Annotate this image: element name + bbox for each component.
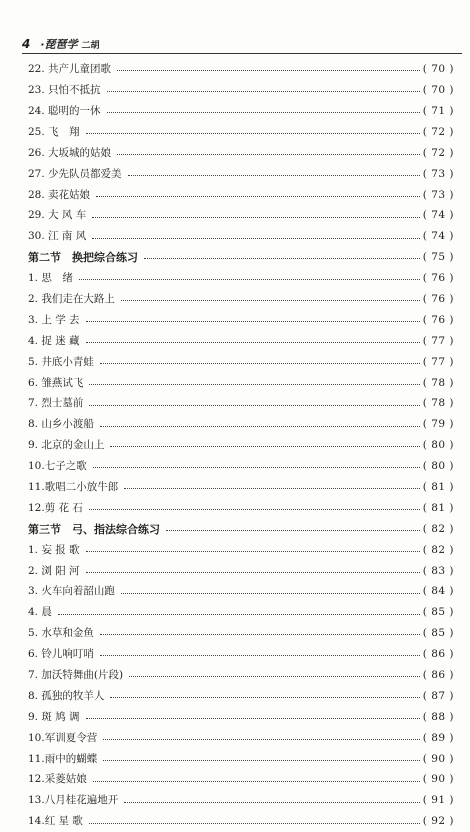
dot-leader <box>107 91 420 92</box>
toc-entry-title: 第三节 弓、指法综合练习 <box>28 522 160 536</box>
dot-leader <box>124 802 420 803</box>
toc-entry[interactable] <box>28 728 454 749</box>
toc-entry[interactable] <box>28 769 454 790</box>
toc-entry-title: 23. 只怕不抵抗 <box>28 84 101 97</box>
dot-leader <box>93 467 420 468</box>
toc-entry-page: ( 70 ) <box>422 63 454 76</box>
toc-entry[interactable] <box>28 184 454 205</box>
toc-entry[interactable] <box>28 477 454 498</box>
toc-entry-page: ( 71 ) <box>422 104 454 117</box>
toc-entry-page: ( 82 ) <box>422 543 454 556</box>
toc-entry[interactable] <box>28 331 454 352</box>
dot-leader <box>110 697 419 698</box>
toc-entry-title: 28. 卖花姑娘 <box>28 188 91 201</box>
toc-entry[interactable] <box>28 393 454 414</box>
toc-entry[interactable] <box>28 560 454 581</box>
toc-entry-title: 10.军训夏令营 <box>28 731 98 744</box>
dot-leader <box>79 279 420 280</box>
dot-leader <box>86 572 420 573</box>
dot-leader <box>129 676 420 677</box>
toc-entry[interactable] <box>28 101 454 122</box>
toc-entry-title: 6. 铃儿响叮哨 <box>28 648 94 661</box>
toc-section-heading[interactable] <box>28 247 454 268</box>
toc-entry-title: 5. 井底小青蛙 <box>28 355 94 368</box>
dot-leader <box>89 823 420 824</box>
toc-entry[interactable] <box>28 163 454 184</box>
table-of-contents <box>28 59 454 832</box>
toc-entry-page: ( 84 ) <box>422 585 454 598</box>
toc-entry-page: ( 90 ) <box>422 773 454 786</box>
toc-entry-title: 5. 水草和金鱼 <box>28 627 94 640</box>
dot-leader <box>96 196 420 197</box>
toc-entry-page: ( 78 ) <box>422 397 454 410</box>
toc-entry-title: 25. 飞 翔 <box>28 125 80 138</box>
dot-leader <box>100 655 420 656</box>
dot-leader <box>89 405 419 406</box>
toc-entry-title: 4. 捉 迷 藏 <box>28 334 80 347</box>
toc-entry-page: ( 79 ) <box>422 418 454 431</box>
toc-entry-title: 9. 北京的金山上 <box>28 439 105 452</box>
toc-entry[interactable] <box>28 289 454 310</box>
dot-leader <box>117 70 420 71</box>
toc-entry-page: ( 73 ) <box>422 188 454 201</box>
toc-entry-title: 13.八月桂花遍地开 <box>28 794 119 807</box>
toc-entry-page: ( 86 ) <box>422 648 454 661</box>
toc-entry-title: 3. 上 学 去 <box>28 313 80 326</box>
dot-leader <box>124 488 420 489</box>
dot-leader <box>86 321 420 322</box>
toc-entry[interactable] <box>28 143 454 164</box>
toc-entry-page: ( 81 ) <box>422 481 454 493</box>
toc-entry[interactable] <box>28 372 454 393</box>
dot-leader <box>86 342 420 343</box>
dot-leader <box>103 739 420 740</box>
toc-entry-page: ( 81 ) <box>422 501 454 514</box>
toc-entry-title: 26. 大坂城的姑娘 <box>28 146 112 159</box>
dot-leader <box>86 718 420 719</box>
dot-leader <box>92 217 420 218</box>
dot-leader <box>144 258 420 259</box>
toc-entry-page: ( 77 ) <box>422 355 454 368</box>
toc-entry-page: ( 82 ) <box>422 522 454 535</box>
toc-entry-title: 12.剪 花 石 <box>28 501 83 514</box>
toc-entry-page: ( 73 ) <box>422 167 454 180</box>
toc-entry-page: ( 80 ) <box>422 460 454 473</box>
toc-entry[interactable] <box>28 811 454 832</box>
toc-entry-page: ( 90 ) <box>422 752 454 765</box>
toc-entry[interactable] <box>28 602 454 623</box>
toc-entry-page: ( 80 ) <box>422 439 454 452</box>
toc-entry[interactable] <box>28 498 454 519</box>
dot-leader <box>86 133 420 134</box>
toc-entry-page: ( 76 ) <box>422 313 454 326</box>
toc-entry-page: ( 70 ) <box>422 84 454 97</box>
toc-entry-title: 2. 浏 阳 河 <box>28 564 80 577</box>
toc-entry-page: ( 88 ) <box>422 710 454 723</box>
toc-entry-page: ( 87 ) <box>422 689 454 702</box>
toc-entry-title: 6. 雏燕试飞 <box>28 376 84 389</box>
dot-leader <box>93 781 420 782</box>
toc-entry[interactable] <box>28 310 454 331</box>
toc-entry-title: 29. 大 风 车 <box>28 209 87 222</box>
toc-entry-title: 30. 江 南 风 <box>28 230 87 243</box>
book-subtitle: 二胡 <box>81 41 100 51</box>
toc-entry-title: 14.红 星 歌 <box>28 815 83 828</box>
toc-entry[interactable] <box>28 351 454 372</box>
toc-entry-page: ( 74 ) <box>422 209 454 222</box>
toc-entry[interactable] <box>28 790 454 811</box>
toc-entry-page: ( 75 ) <box>422 251 454 264</box>
toc-entry[interactable] <box>28 686 454 707</box>
toc-entry-title: 7. 烈士墓前 <box>28 397 84 410</box>
dot-leader <box>100 634 420 635</box>
dot-leader <box>89 509 420 510</box>
dot-leader <box>100 426 420 427</box>
toc-entry[interactable] <box>28 205 454 226</box>
toc-entry-title: 1. 思 绪 <box>28 272 73 285</box>
toc-entry-title: 8. 山乡小渡船 <box>28 418 94 431</box>
toc-entry-title: 27. 少先队员都爱美 <box>28 167 122 180</box>
dot-leader <box>121 593 420 594</box>
toc-entry-page: ( 72 ) <box>422 125 454 138</box>
toc-entry-page: ( 76 ) <box>422 272 454 285</box>
toc-entry[interactable] <box>28 226 454 247</box>
toc-entry-title: 11.雨中的蝴蝶 <box>28 752 98 765</box>
toc-entry[interactable] <box>28 665 454 686</box>
toc-entry[interactable] <box>28 623 454 644</box>
toc-entry-page: ( 91 ) <box>422 794 454 807</box>
toc-entry[interactable] <box>28 456 454 477</box>
toc-entry-page: ( 85 ) <box>422 606 454 619</box>
dot-leader <box>128 175 420 176</box>
toc-entry[interactable] <box>28 581 454 602</box>
toc-entry-page: ( 76 ) <box>422 292 454 305</box>
toc-section-heading[interactable] <box>28 519 454 540</box>
toc-entry-title: 8. 孤独的牧羊人 <box>28 689 105 702</box>
toc-entry-title: 22. 共产儿童团歌 <box>28 63 112 76</box>
toc-entry[interactable] <box>28 122 454 143</box>
toc-entry-title: 11.歌唱二小放牛郎 <box>28 481 119 493</box>
toc-entry-title: 4. 晨 <box>28 606 52 619</box>
toc-entry[interactable] <box>28 59 454 80</box>
toc-entry[interactable] <box>28 539 454 560</box>
toc-entry-page: ( 77 ) <box>422 334 454 347</box>
book-title: ·琵琶学 <box>40 38 78 51</box>
running-header <box>22 36 462 52</box>
toc-entry-page: ( 86 ) <box>422 669 454 682</box>
dot-leader <box>86 551 420 552</box>
dot-leader <box>121 300 420 301</box>
toc-entry-title: 第二节 换把综合练习 <box>28 250 138 264</box>
toc-entry-page: ( 85 ) <box>422 627 454 640</box>
toc-entry-page: ( 83 ) <box>422 564 454 577</box>
toc-entry-page: ( 74 ) <box>422 230 454 243</box>
dot-leader <box>92 238 420 239</box>
toc-entry-title: 2. 我们走在大路上 <box>28 292 115 305</box>
dot-leader <box>166 530 420 531</box>
toc-entry-title: 1. 妄 报 歌 <box>28 543 80 556</box>
dot-leader <box>110 446 419 447</box>
toc-entry[interactable] <box>28 80 454 101</box>
dot-leader <box>103 760 420 761</box>
toc-entry-page: ( 72 ) <box>422 146 454 159</box>
toc-entry-title: 9. 斑 鸠 调 <box>28 710 80 723</box>
dot-leader <box>89 384 419 385</box>
toc-entry-title: 10.七子之歌 <box>28 460 87 473</box>
toc-entry[interactable] <box>28 414 454 435</box>
toc-entry[interactable] <box>28 707 454 728</box>
dot-leader <box>117 154 420 155</box>
toc-entry[interactable] <box>28 748 454 769</box>
page-number: 4 <box>22 37 31 51</box>
toc-entry[interactable] <box>28 268 454 289</box>
toc-entry-title: 12.采菱姑娘 <box>28 773 87 786</box>
header-rule <box>22 53 462 54</box>
toc-entry-title: 24. 聪明的一休 <box>28 104 101 117</box>
toc-entry[interactable] <box>28 435 454 456</box>
toc-entry-title: 3. 火车向着韶山跑 <box>28 585 115 598</box>
dot-leader <box>107 112 420 113</box>
toc-entry-page: ( 92 ) <box>422 815 454 828</box>
toc-entry-page: ( 89 ) <box>422 731 454 744</box>
toc-entry[interactable] <box>28 644 454 665</box>
dot-leader <box>58 614 420 615</box>
dot-leader <box>100 363 420 364</box>
toc-entry-title: 7. 加沃特舞曲(片段) <box>28 669 124 682</box>
toc-entry-page: ( 78 ) <box>422 376 454 389</box>
